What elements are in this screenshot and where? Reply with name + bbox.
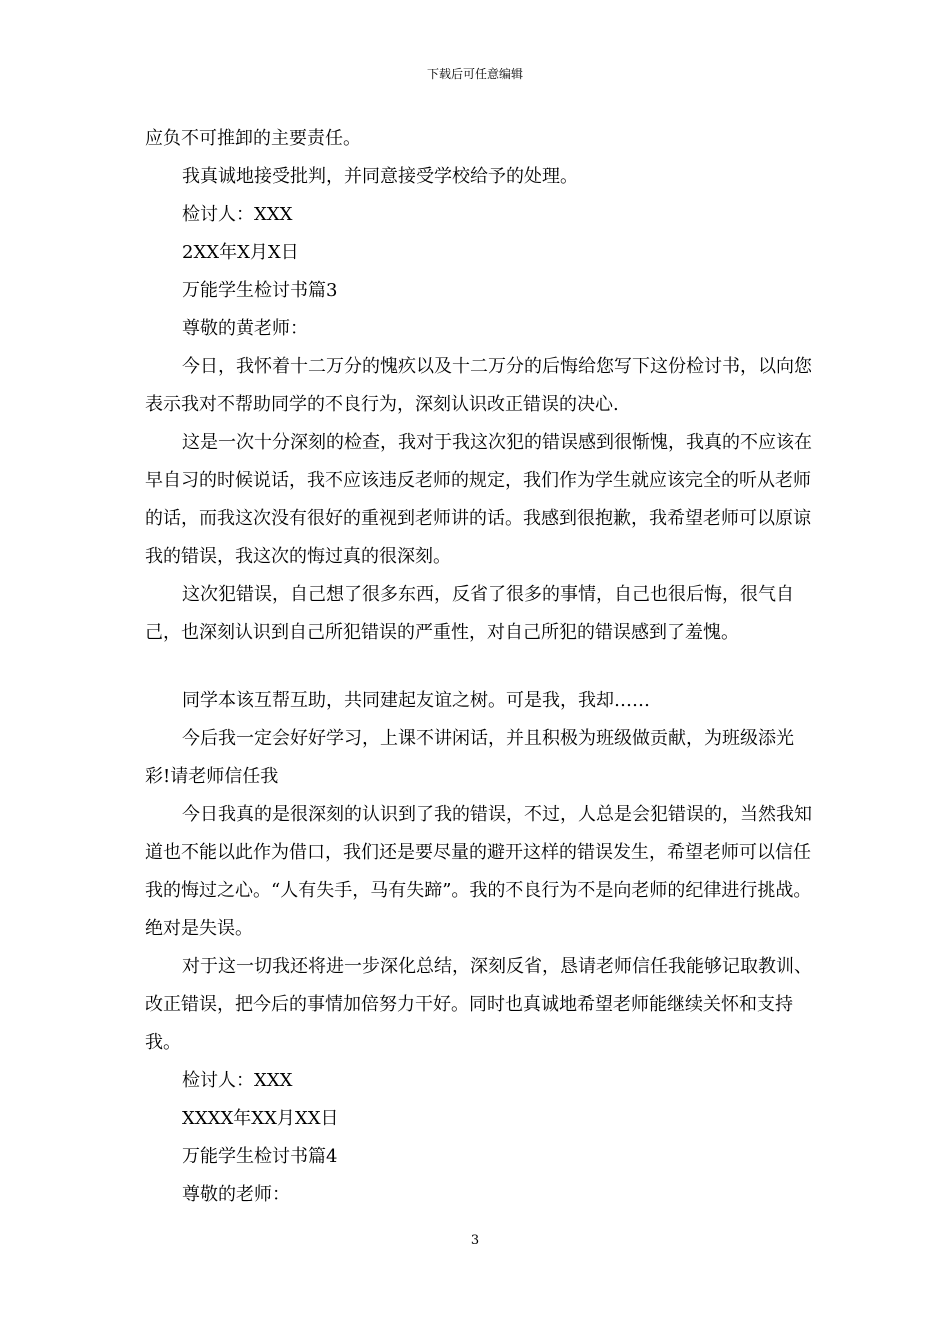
paragraph-friendship: 同学本该互帮互助，共同建起友谊之树。可是我，我却…… [182, 690, 650, 711]
paragraph-mistake: 今日我真的是很深刻的认识到了我的错误，不过，人总是会犯错误的，当然我知道也不能以此作为借口，我们还是要尽量的避开这样的错误发生，希望老师可以信任我的悔过之心。“人有失手，马有失蹄”。我的不良行为不是向老师的纪律进行挑战。绝对是失误。 [145, 804, 812, 939]
paragraph-intro: 今日，我怀着十二万分的愧疚以及十二万分的后悔给您写下这份检讨书，以向您表示我对不帮助同学的不良行为，深刻认识改正错误的决心. [145, 356, 812, 415]
paragraph-promise: 今后我一定会好好学习，上课不讲闲话，并且积极为班级做贡献，为班级添光彩!请老师信任我 [145, 728, 794, 787]
signature-date: 2XX年X月X日 [182, 242, 299, 263]
paragraph-regret: 这次犯错误，自己想了很多东西，反省了很多的事情，自己也很后悔，很气自己，也深刻认识到自己所犯错误的严重性，对自己所犯的错误感到了羞愧。 [145, 584, 794, 643]
paragraph-acceptance: 我真诚地接受批判，并同意接受学校给予的处理。 [182, 166, 578, 187]
signature-name: 检讨人：XXX [182, 204, 293, 225]
page-header: 下载后可任意编辑 [426, 67, 523, 81]
salutation-2: 尊敬的老师： [182, 1184, 290, 1205]
paragraph-gap [145, 652, 815, 682]
signature-name-2: 检讨人：XXX [182, 1070, 293, 1091]
page-number: 3 [470, 1233, 480, 1248]
section-title-4: 万能学生检讨书篇4 [182, 1146, 338, 1167]
section-title-3: 万能学生检讨书篇3 [182, 280, 338, 301]
salutation: 尊敬的黄老师： [182, 318, 308, 339]
signature-date-2: XXXX年XX月XX日 [182, 1108, 339, 1129]
paragraph-summary: 对于这一切我还将进一步深化总结，深刻反省，恳请老师信任我能够记取教训、改正错误，把今后的事情加倍努力干好。同时也真诚地希望老师能继续关怀和支持我。 [145, 956, 812, 1053]
document-body [145, 120, 815, 1214]
paragraph-continuation: 应负不可推卸的主要责任。 [145, 128, 361, 149]
paragraph-reflection: 这是一次十分深刻的检查，我对于我这次犯的错误感到很惭愧，我真的不应该在早自习的时候说话，我不应该违反老师的规定，我们作为学生就应该完全的听从老师的话，而我这次没有很好的重视到老师讲的话。我感到很抱歉，我希望老师可以原谅我的错误，我这次的悔过真的很深刻。 [145, 432, 812, 567]
